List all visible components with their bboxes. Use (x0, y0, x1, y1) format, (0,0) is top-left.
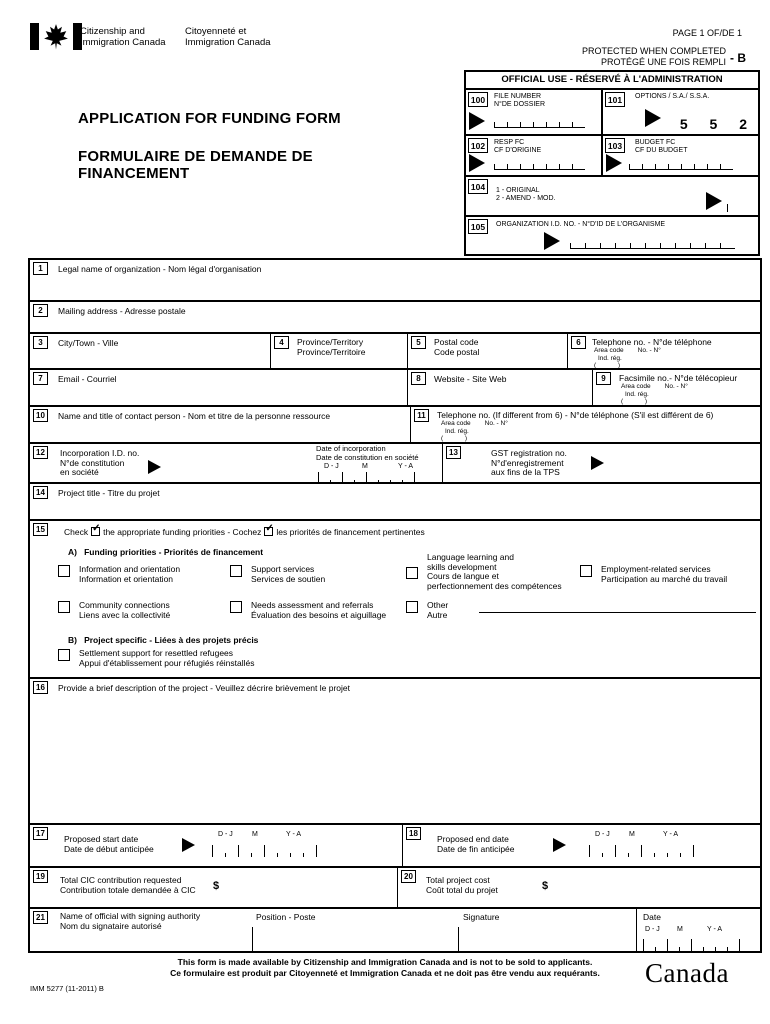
date-comb (212, 844, 317, 857)
field-number-badge: 14 (33, 486, 48, 499)
field-total-project-cost[interactable]: 20 Total project cost Coût total du projet $ (397, 868, 764, 907)
field-number-badge: 13 (446, 446, 461, 459)
check-instruction: Check ✓ the appropriate funding priorities - Cochez ✓ les priorités de financement pertinentes (64, 526, 425, 537)
field-number-badge: 103 (605, 138, 625, 153)
position-write-area[interactable] (252, 927, 253, 953)
checked-box-icon (264, 527, 273, 536)
field-city-town[interactable]: 3 City/Town - Ville (30, 334, 270, 368)
field-incorporation-id[interactable]: 12 Incorporation I.D. no. N°de constitution en société Date of incorporation Date de constitution en société D - J M Y - A (30, 444, 442, 482)
date-comb (589, 844, 694, 857)
checkbox[interactable] (230, 601, 242, 613)
fill-arrow-icon (706, 192, 722, 210)
field-gst-registration[interactable]: 13 GST registration no. N°d'enregistrement aux fins de la TPS (442, 444, 764, 482)
field-number-badge: 6 (571, 336, 586, 349)
phone-sublabels: Area code No. - N° Ind. rég. ( ) (594, 347, 661, 369)
option-community-connections: Community connections Liens avec la collectivité (58, 601, 170, 620)
checkbox[interactable] (580, 565, 592, 577)
other-write-line[interactable] (479, 612, 756, 613)
fill-arrow-icon (469, 154, 485, 172)
canada-flag-logo (30, 23, 82, 50)
field-number-badge: 100 (468, 92, 488, 107)
date-of-incorporation: Date of incorporation Date de constitution en société D - J M Y - A (316, 445, 426, 484)
form-title-en: APPLICATION FOR FUNDING FORM (78, 110, 341, 127)
dollar-sign: $ (542, 880, 549, 892)
signature-write-area[interactable] (458, 927, 459, 953)
checkbox[interactable] (58, 601, 70, 613)
official-use-title: OFFICIAL USE - RÉSERVÉ À L'ADMINISTRATION (466, 72, 758, 90)
field-number-badge: 16 (33, 681, 48, 694)
field-number-badge: 19 (33, 870, 48, 883)
checked-box-icon (91, 527, 100, 536)
field-number-badge: 101 (605, 92, 625, 107)
field-number-badge: 9 (596, 372, 611, 385)
position-label: Position - Poste (256, 912, 316, 922)
field-number-badge: 7 (33, 372, 48, 385)
options-value: 5 5 2 (679, 116, 756, 132)
page-number: PAGE 1 OF/DE 1 (672, 28, 742, 38)
field-telephone[interactable]: 6 Telephone no. - N°de téléphone Area code No. - N° Ind. rég. ( ) (567, 334, 764, 368)
field-province-territory[interactable]: 4 Province/Territory Province/Territoire (270, 334, 407, 368)
field-number-badge: 1 (33, 262, 48, 275)
field-facsimile[interactable]: 9 Facsimile no.- N°de télécopieur Area code No. - N° Ind. rég. ( ) (592, 370, 764, 405)
field-number-badge: 104 (468, 179, 488, 194)
phone-sublabels: Area code No. - N° Ind. rég. ( ) (441, 420, 508, 442)
fill-arrow-icon (606, 154, 622, 172)
field-website[interactable]: 8 Website - Site Web (407, 370, 592, 405)
field-postal-code[interactable]: 5 Postal code Code postal (407, 334, 567, 368)
field-signing-date[interactable]: Date D - J M Y - A (636, 909, 764, 951)
fill-arrow-icon (544, 232, 560, 250)
field-number-badge: 18 (406, 827, 421, 840)
field-project-title[interactable]: 14 Project title - Titre du projet (30, 482, 760, 519)
field-number-badge: 11 (414, 409, 429, 422)
main-form (28, 258, 762, 953)
field-legal-name[interactable]: 1 Legal name of organization - Nom légal d'organisation (30, 260, 760, 300)
field-contact-person[interactable]: 10 Name and title of contact person - Nom et titre de la personne ressource (30, 407, 410, 442)
field-number-badge: 12 (33, 446, 48, 459)
field-number-badge: 15 (33, 523, 48, 536)
checkbox[interactable] (406, 601, 418, 613)
fill-arrow-icon (553, 838, 566, 852)
signature-label: Signature (463, 912, 500, 922)
field-resp-fc[interactable]: 102 RESP FC CF D'ORIGINE (466, 136, 601, 175)
checkbox[interactable] (406, 567, 418, 579)
protected-marking: PROTECTED WHEN COMPLETED PROTÉGÉ UNE FOIS REMPLI (581, 46, 726, 67)
field-number-badge: 3 (33, 336, 48, 349)
option-settlement-support: Settlement support for resettled refugees Appui d'établissement pour réfugiés réinstallés (58, 649, 255, 668)
field-proposed-start-date[interactable]: 17 Proposed start date Date de début anticipée D - J M Y - A (30, 825, 402, 866)
checkbox[interactable] (58, 565, 70, 577)
resp-fc-comb (494, 161, 585, 170)
option-needs-assessment: Needs assessment and referrals Évaluation des besoins et aiguillage (230, 601, 386, 620)
option-language-learning: Language learning and skills development Cours de langue et perfectionnement des compétences (406, 553, 562, 591)
maple-leaf-icon (41, 23, 71, 50)
field-number-badge: 4 (274, 336, 289, 349)
checkbox[interactable] (230, 565, 242, 577)
option-other: Other Autre (406, 601, 448, 620)
dollar-sign: $ (213, 880, 220, 892)
fill-arrow-icon (182, 838, 195, 852)
date-comb (643, 938, 751, 951)
field-options-sa-ssa[interactable]: 101 OPTIONS / S.A./ S.S.A. 5 5 2 (601, 90, 758, 134)
fill-arrow-icon (591, 456, 604, 470)
field-number-badge: 5 (411, 336, 426, 349)
section-funding-priorities (30, 519, 760, 677)
field-proposed-end-date[interactable]: 18 Proposed end date Date de fin anticipée D - J M Y - A (402, 825, 764, 866)
form-code: IMM 5277 (11-2011) B (30, 984, 104, 993)
option-information-orientation: Information and orientation Information et orientation (58, 565, 180, 584)
field-number-badge: 105 (468, 219, 488, 234)
option-employment-services: Employment-related services Participation au marché du travail (580, 565, 727, 584)
flag-bar-left (30, 23, 39, 50)
field-number-badge: 10 (33, 409, 48, 422)
field-number-badge: 21 (33, 911, 48, 924)
field-number-badge: 2 (33, 304, 48, 317)
field-cic-contribution[interactable]: 19 Total CIC contribution requested Contribution totale demandée à CIC $ (30, 868, 397, 907)
canada-wordmark: Canada (645, 958, 729, 988)
security-grade: - B (730, 51, 746, 65)
dept-name-fr: Citoyenneté et Immigration Canada (185, 26, 271, 48)
field-number-badge: 20 (401, 870, 416, 883)
form-title-fr: FORMULAIRE DE DEMANDE DE FINANCEMENT (78, 148, 313, 182)
file-number-comb (494, 119, 585, 128)
section-b-heading: B) Project specific - Liées à des projets précis (68, 635, 259, 645)
field-email[interactable]: 7 Email - Courriel (30, 370, 407, 405)
section-a-heading: A) Funding priorities - Priorités de financement (68, 547, 264, 557)
fill-arrow-icon (645, 109, 661, 127)
option-support-services: Support services Services de soutien (230, 565, 325, 584)
checkbox[interactable] (58, 649, 70, 661)
field-budget-fc[interactable]: 103 BUDGET FC CF DU BUDGET (601, 136, 758, 175)
field-project-description[interactable]: 16 Provide a brief description of the project - Veuillez décrire brièvement le projet (30, 677, 760, 823)
field-number-badge: 102 (468, 138, 488, 153)
organization-id-comb (570, 240, 735, 249)
field-original-amend[interactable]: 104 1 - ORIGINAL 2 - AMEND - MOD. (466, 177, 758, 215)
dept-name-en: Citizenship and Immigration Canada (80, 26, 166, 48)
field-signing-official-name[interactable]: 21 Name of official with signing authority Nom du signataire autorisé (30, 909, 252, 951)
field-organization-id[interactable]: 105 ORGANIZATION I.D. NO. - N°D'ID DE L'ORGANISME (466, 217, 758, 254)
field-number-badge: 8 (411, 372, 426, 385)
field-mailing-address[interactable]: 2 Mailing address - Adresse postale (30, 300, 760, 332)
official-use-box (464, 70, 760, 256)
field-telephone-alt[interactable]: 11 Telephone no. (If different from 6) - N°de téléphone (S'il est différent de 6) Area code No. - N° Ind. rég. ( ) (410, 407, 764, 442)
budget-fc-comb (629, 161, 733, 170)
phone-sublabels: Area code No. - N° Ind. rég. ( ) (621, 383, 688, 405)
fill-arrow-icon (148, 460, 161, 474)
field-file-number[interactable]: 100 FILE NUMBER N°DE DOSSIER (466, 90, 601, 134)
field-number-badge: 17 (33, 827, 48, 840)
fill-arrow-icon (469, 112, 485, 130)
footer-availability-note: This form is made available by Citizenship and Immigration Canada and is not to be sold to applicants. Ce formulaire est produit par Citoyenneté et Immigration Canada et ne doit pas être vendu aux requérants. (170, 957, 600, 978)
